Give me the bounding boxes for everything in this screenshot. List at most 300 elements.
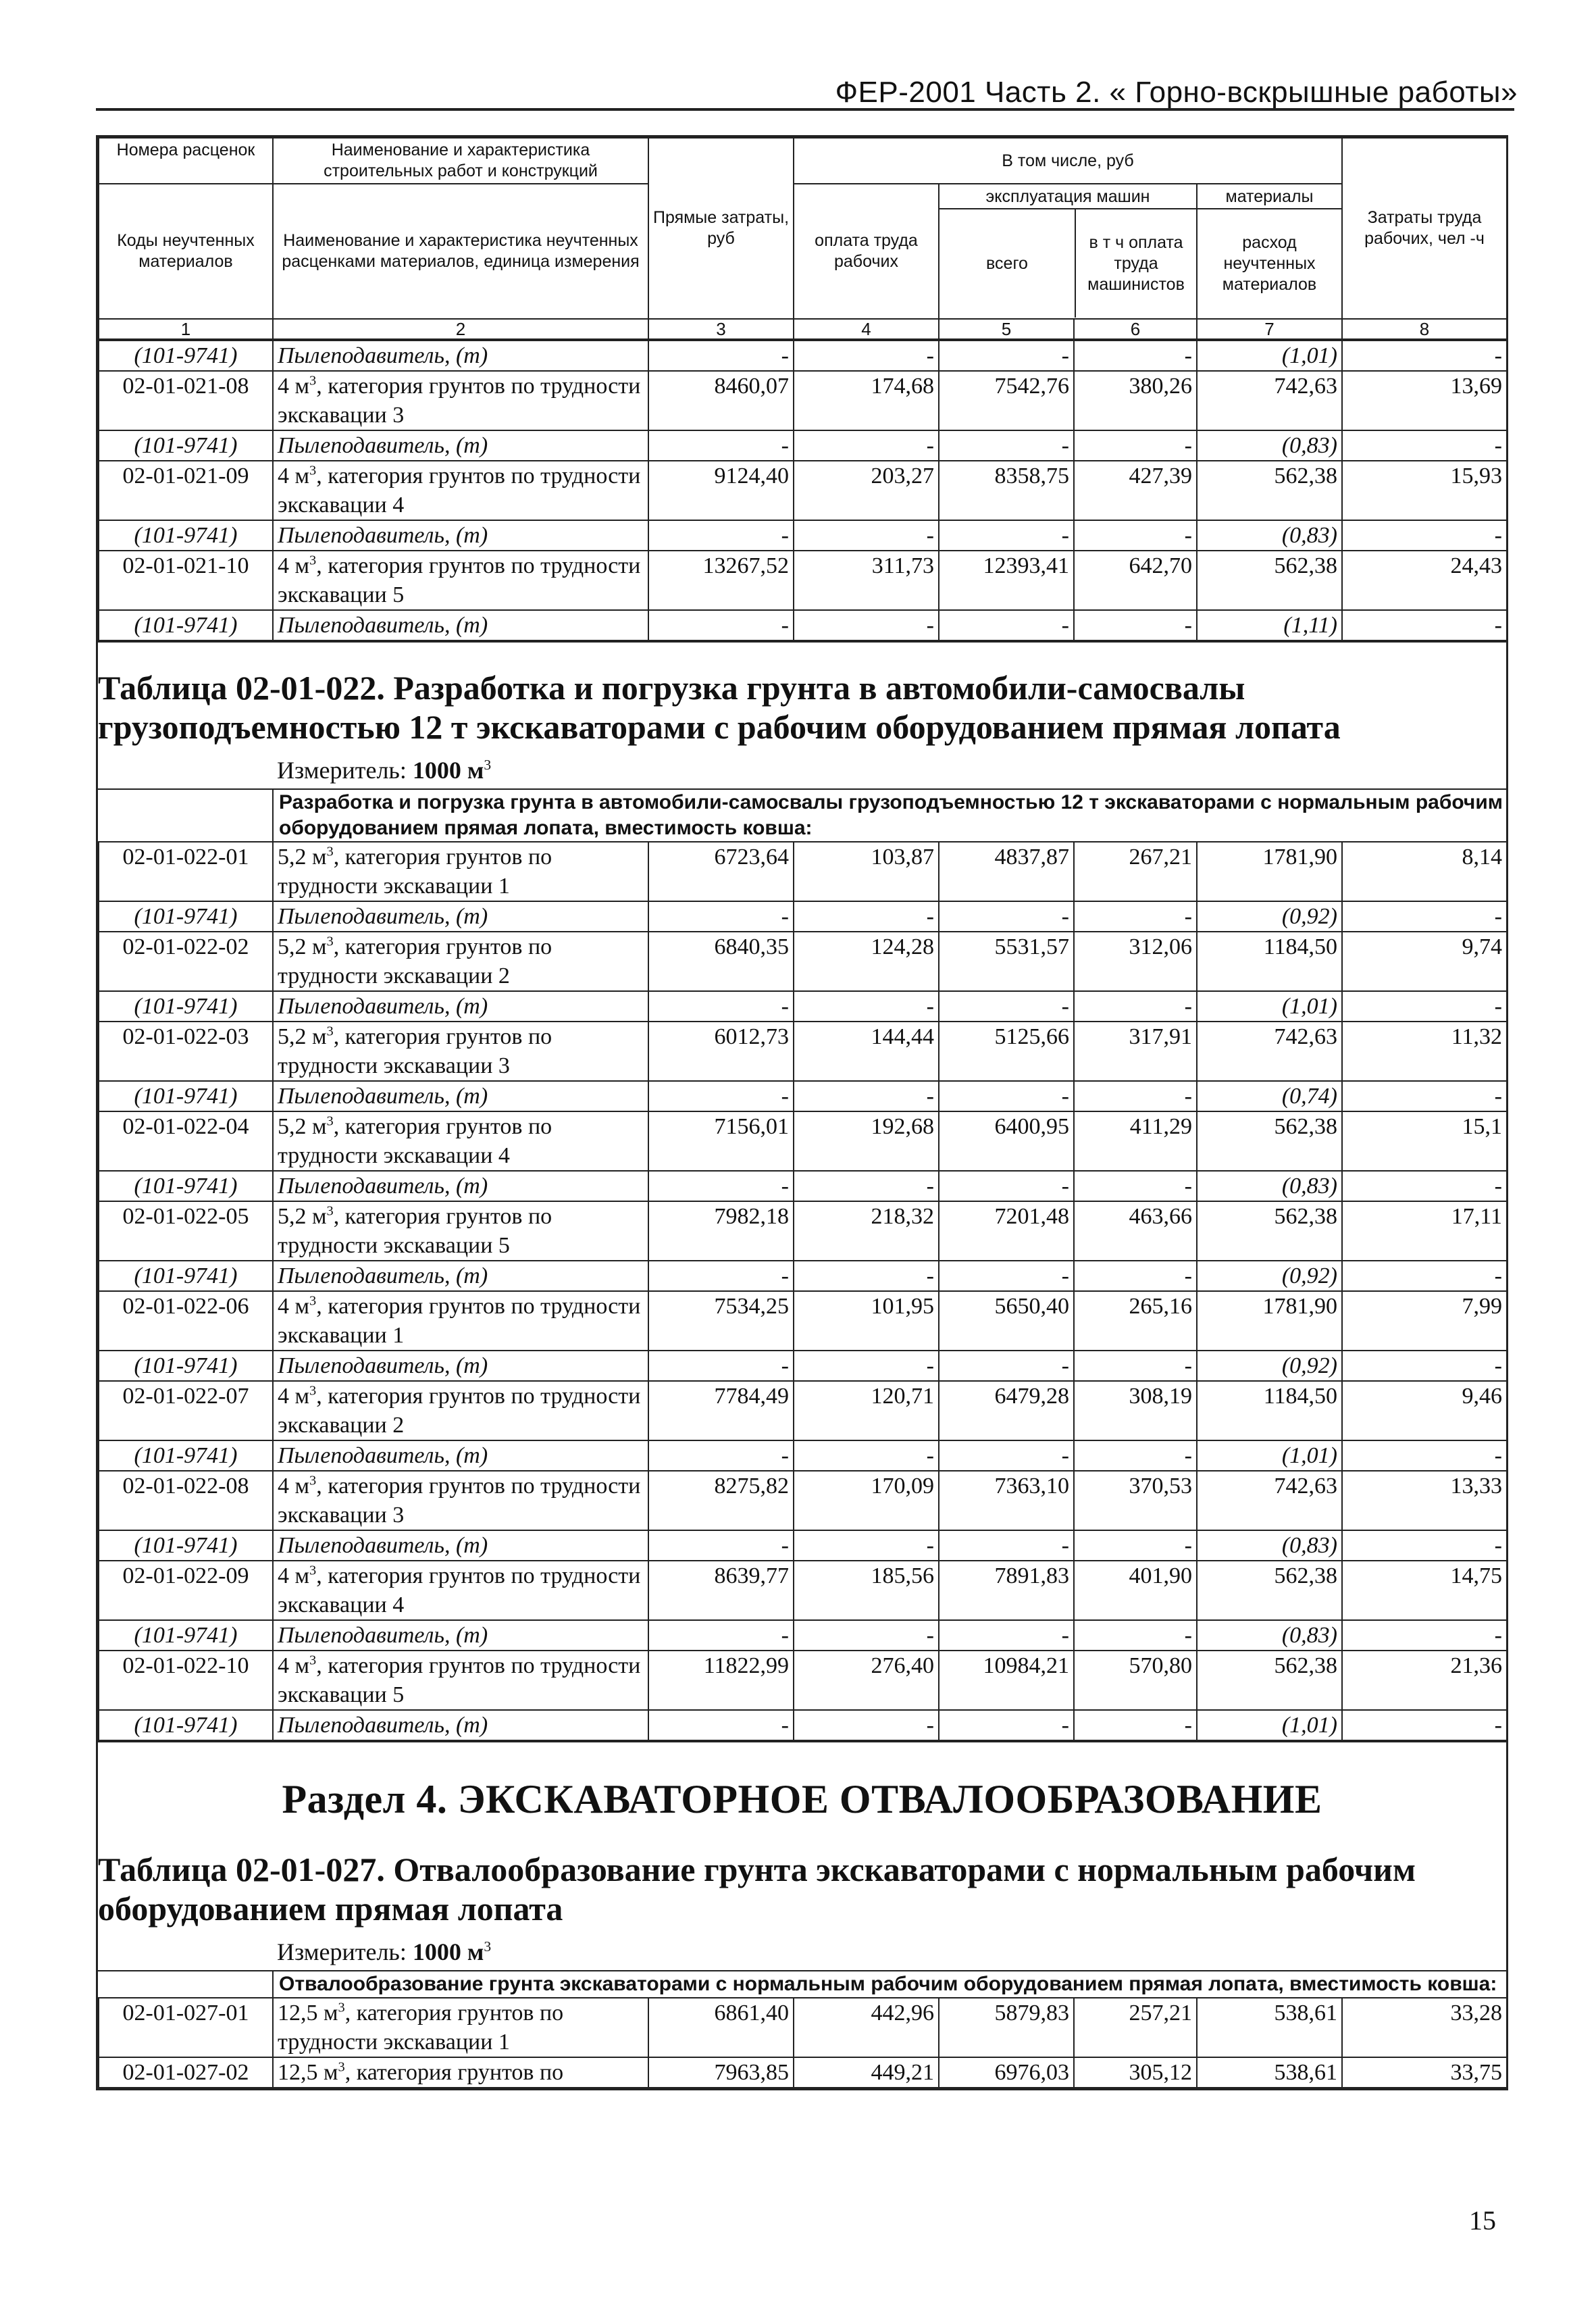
rate-row <box>99 371 1507 430</box>
machine-total: - <box>939 1530 1074 1561</box>
labor-pay: - <box>794 1620 939 1651</box>
soil-category: , категория грунтов по трудности экскавации 3 <box>278 1024 552 1078</box>
direct-costs: 9124,40 <box>648 461 794 520</box>
materials-cost: 562,38 <box>1197 1111 1342 1171</box>
machine-total: - <box>939 520 1074 551</box>
labor-hours: - <box>1342 1081 1507 1111</box>
labor-pay: - <box>794 520 939 551</box>
measure-value: 1000 м <box>412 757 484 784</box>
direct-costs: - <box>648 1351 794 1381</box>
rate-row <box>99 1201 1507 1261</box>
bucket-volume: 4 м <box>278 374 310 399</box>
machine-total: - <box>939 610 1074 640</box>
machine-total: - <box>939 1261 1074 1291</box>
table-022-rows <box>98 841 1508 1741</box>
rate-row <box>99 461 1507 520</box>
bucket-volume: 5,2 м <box>278 934 327 959</box>
page-number: 15 <box>1469 2205 1496 2236</box>
labor-hours: 7,99 <box>1342 1291 1507 1351</box>
material-code: (101-9741) <box>99 1261 273 1291</box>
machine-total: - <box>939 1620 1074 1651</box>
rate-row <box>99 842 1507 901</box>
labor-pay: 174,68 <box>794 371 939 430</box>
rate-row <box>99 1561 1507 1620</box>
material-row <box>99 991 1507 1022</box>
soil-category: , категория грунтов по трудности экскавации 1 <box>278 845 552 899</box>
section-4-title: Раздел 4. ЭКСКАВАТОРНОЕ ОТВАЛООБРАЗОВАНИЕ <box>282 1777 1322 1821</box>
operators-pay: - <box>1074 610 1197 640</box>
operators-pay: - <box>1074 901 1197 932</box>
labor-hours: 14,75 <box>1342 1561 1507 1620</box>
direct-costs: - <box>648 520 794 551</box>
labor-hours: - <box>1342 1620 1507 1651</box>
machine-total: 5125,66 <box>939 1022 1074 1081</box>
col-num: 1 <box>99 319 273 339</box>
section-4 <box>98 1741 1506 1997</box>
material-row <box>99 430 1507 461</box>
material-code: (101-9741) <box>99 1171 273 1201</box>
material-code: (101-9741) <box>99 991 273 1022</box>
rate-row <box>99 1291 1507 1351</box>
rate-code: 02-01-022-05 <box>99 1201 273 1261</box>
table-022-title: Разработка и погрузка грунта в автомобили-самосвалы грузоподъемностью 12 т экскаваторами с рабочим оборудованием прямая лопата <box>98 669 1341 746</box>
col-material-use: расход неучтенных материалов <box>1222 232 1317 294</box>
direct-costs: - <box>648 1081 794 1111</box>
materials-cost: 538,61 <box>1197 2057 1342 2088</box>
materials-cost: 562,38 <box>1197 1561 1342 1620</box>
labor-hours: - <box>1342 610 1507 640</box>
machine-total: 7201,48 <box>939 1201 1074 1261</box>
operators-pay: 267,21 <box>1074 842 1197 901</box>
work-description: 5,2 $м^3$, категория грунтов по трудности экскавации 5 <box>273 1201 648 1261</box>
material-row <box>99 1530 1507 1561</box>
soil-category: , категория грунтов по трудности экскавации 4 <box>278 1114 552 1168</box>
labor-hours: 9,74 <box>1342 932 1507 991</box>
table-027-group-text: Отвалообразование грунта экскаваторами с нормальным рабочим оборудованием прямая лопата, вместимость ковша: <box>272 1971 1506 1997</box>
machine-total: 7363,10 <box>939 1471 1074 1530</box>
material-code: (101-9741) <box>99 610 273 640</box>
material-code: (101-9741) <box>99 1530 273 1561</box>
materials-cost: 562,38 <box>1197 551 1342 610</box>
materials-cost: 1184,50 <box>1197 1381 1342 1440</box>
table-027-title-block <box>98 1850 1506 1928</box>
direct-costs: - <box>648 991 794 1022</box>
labor-pay: 449,21 <box>794 2057 939 2088</box>
rate-code: 02-01-022-08 <box>99 1471 273 1530</box>
direct-costs: - <box>648 1261 794 1291</box>
col-incl-operators: в т ч оплата труда машинистов <box>1087 232 1185 294</box>
column-header <box>98 137 1508 340</box>
labor-hours: 21,36 <box>1342 1651 1507 1710</box>
rate-code: 02-01-022-06 <box>99 1291 273 1351</box>
rate-code: 02-01-022-01 <box>99 842 273 901</box>
table-021-rows <box>98 340 1508 641</box>
material-code: (101-9741) <box>99 1710 273 1740</box>
operators-pay: 312,06 <box>1074 932 1197 991</box>
operators-pay: 305,12 <box>1074 2057 1197 2088</box>
col-num: 7 <box>1197 319 1342 339</box>
labor-pay: 170,09 <box>794 1471 939 1530</box>
col-num: 2 <box>273 319 648 339</box>
direct-costs: - <box>648 341 794 371</box>
operators-pay: 308,19 <box>1074 1381 1197 1440</box>
labor-pay: - <box>794 1261 939 1291</box>
machine-total: 5650,40 <box>939 1291 1074 1351</box>
rate-row <box>99 551 1507 610</box>
material-name: Пылеподавитель, (т) <box>273 341 648 371</box>
rate-row <box>99 1471 1507 1530</box>
direct-costs: 6840,35 <box>648 932 794 991</box>
machine-total: 8358,75 <box>939 461 1074 520</box>
bucket-volume: 4 м <box>278 463 310 488</box>
materials-cost: 1781,90 <box>1197 842 1342 901</box>
direct-costs: 7982,18 <box>648 1201 794 1261</box>
rate-code: 02-01-021-08 <box>99 371 273 430</box>
table-027-group <box>98 1970 1506 1997</box>
rate-code: 02-01-022-02 <box>99 932 273 991</box>
materials-cost: 562,38 <box>1197 461 1342 520</box>
bucket-volume: 12,5 м <box>278 2060 338 2085</box>
labor-pay: - <box>794 1351 939 1381</box>
soil-category: , категория грунтов по <box>344 2060 564 2085</box>
table-022-title-block <box>98 643 1506 747</box>
work-description: 4 $м^3$, категория грунтов по трудности экскавации 2 <box>273 1381 648 1440</box>
labor-pay: 218,32 <box>794 1201 939 1261</box>
col-num: 5 <box>939 319 1074 339</box>
rate-code: 02-01-022-07 <box>99 1381 273 1440</box>
labor-hours: 13,33 <box>1342 1471 1507 1530</box>
material-code: (101-9741) <box>99 1081 273 1111</box>
rate-row <box>99 1651 1507 1710</box>
direct-costs: 6012,73 <box>648 1022 794 1081</box>
labor-hours: - <box>1342 430 1507 461</box>
material-row <box>99 341 1507 371</box>
bucket-volume: 5,2 м <box>278 845 327 870</box>
table-022-label: Таблица 02-01-022. <box>98 669 385 707</box>
operators-pay: 463,66 <box>1074 1201 1197 1261</box>
labor-pay: - <box>794 341 939 371</box>
material-name: Пылеподавитель, (т) <box>273 1351 648 1381</box>
header-rule <box>96 108 1514 111</box>
rate-row <box>99 1022 1507 1081</box>
operators-pay: 570,80 <box>1074 1651 1197 1710</box>
material-row <box>99 1081 1507 1111</box>
labor-pay: - <box>794 1440 939 1471</box>
operators-pay: - <box>1074 1710 1197 1740</box>
operators-pay: - <box>1074 1171 1197 1201</box>
direct-costs: 8639,77 <box>648 1561 794 1620</box>
bucket-volume: 4 м <box>278 553 310 578</box>
work-description: 4 $м^3$, категория грунтов по трудности экскавации 3 <box>273 371 648 430</box>
soil-category: , категория грунтов по трудности экскавации 5 <box>278 553 641 607</box>
machine-total: 10984,21 <box>939 1651 1074 1710</box>
operators-pay: - <box>1074 1261 1197 1291</box>
labor-pay: - <box>794 1530 939 1561</box>
work-description: 4 $м^3$, категория грунтов по трудности экскавации 5 <box>273 551 648 610</box>
materials-cost: 562,38 <box>1197 1201 1342 1261</box>
col-including: В том числе, руб <box>794 138 1342 184</box>
materials-cost: 1781,90 <box>1197 1291 1342 1351</box>
material-code: (101-9741) <box>99 901 273 932</box>
col-num: 8 <box>1342 319 1507 339</box>
labor-pay: 203,27 <box>794 461 939 520</box>
direct-costs: 7784,49 <box>648 1381 794 1440</box>
operators-pay: - <box>1074 341 1197 371</box>
materials-cost: (0,83) <box>1197 1530 1342 1561</box>
rate-code: 02-01-022-10 <box>99 1651 273 1710</box>
material-row <box>99 1351 1507 1381</box>
labor-hours: - <box>1342 520 1507 551</box>
labor-pay: - <box>794 901 939 932</box>
labor-pay: 101,95 <box>794 1291 939 1351</box>
col-direct-costs: Прямые затраты, руб <box>648 138 794 319</box>
labor-pay: 442,96 <box>794 1998 939 2057</box>
rate-code: 02-01-021-10 <box>99 551 273 610</box>
machine-total: 5531,57 <box>939 932 1074 991</box>
machine-total: - <box>939 1081 1074 1111</box>
work-description: 4 $м^3$, категория грунтов по трудности экскавации 3 <box>273 1471 648 1530</box>
material-row <box>99 1620 1507 1651</box>
operators-pay: - <box>1074 1620 1197 1651</box>
rate-row <box>99 1111 1507 1171</box>
labor-hours: 11,32 <box>1342 1022 1507 1081</box>
direct-costs: 6861,40 <box>648 1998 794 2057</box>
materials-cost: (0,83) <box>1197 1620 1342 1651</box>
material-name: Пылеподавитель, (т) <box>273 901 648 932</box>
direct-costs: 7534,25 <box>648 1291 794 1351</box>
operators-pay: 642,70 <box>1074 551 1197 610</box>
machine-total: - <box>939 901 1074 932</box>
direct-costs: - <box>648 610 794 640</box>
material-code: (101-9741) <box>99 430 273 461</box>
labor-pay: 185,56 <box>794 1561 939 1620</box>
machine-total: 6976,03 <box>939 2057 1074 2088</box>
materials-cost: (0,92) <box>1197 1261 1342 1291</box>
bucket-volume: 4 м <box>278 1294 310 1319</box>
material-code: (101-9741) <box>99 1620 273 1651</box>
measure-label: Измеритель: <box>277 757 407 784</box>
materials-cost: (1,01) <box>1197 991 1342 1022</box>
material-name: Пылеподавитель, (т) <box>273 430 648 461</box>
direct-costs: - <box>648 1710 794 1740</box>
soil-category: , категория грунтов по трудности экскавации 2 <box>278 1384 641 1438</box>
table-022-group-text: Разработка и погрузка грунта в автомобили-самосвалы грузоподъемностью 12 т экскаваторами с нормальным рабочим оборудованием прямая лопата, вместимость ковша: <box>272 790 1506 841</box>
table-022-header <box>98 641 1506 841</box>
direct-costs: - <box>648 1171 794 1201</box>
bucket-volume: 5,2 м <box>278 1114 327 1139</box>
bucket-volume: 5,2 м <box>278 1024 327 1049</box>
operators-pay: - <box>1074 520 1197 551</box>
table-022-group <box>98 788 1506 841</box>
labor-pay: - <box>794 1081 939 1111</box>
labor-pay: 144,44 <box>794 1022 939 1081</box>
operators-pay: - <box>1074 1081 1197 1111</box>
material-row <box>99 1171 1507 1201</box>
direct-costs: 6723,64 <box>648 842 794 901</box>
materials-cost: (1,11) <box>1197 610 1342 640</box>
material-name: Пылеподавитель, (т) <box>273 1261 648 1291</box>
material-name: Пылеподавитель, (т) <box>273 610 648 640</box>
direct-costs: 8460,07 <box>648 371 794 430</box>
direct-costs: - <box>648 1530 794 1561</box>
labor-pay: 103,87 <box>794 842 939 901</box>
operators-pay: - <box>1074 1440 1197 1471</box>
table-027-label: Таблица 02-01-027. <box>98 1851 385 1888</box>
labor-pay: - <box>794 1171 939 1201</box>
work-description: 5,2 $м^3$, категория грунтов по трудности экскавации 4 <box>273 1111 648 1171</box>
operators-pay: 370,53 <box>1074 1471 1197 1530</box>
labor-hours: 9,46 <box>1342 1381 1507 1440</box>
work-description: 4 $м^3$, категория грунтов по трудности экскавации 1 <box>273 1291 648 1351</box>
work-description: 4 $м^3$, категория грунтов по трудности экскавации 5 <box>273 1651 648 1710</box>
work-description: 4 $м^3$, категория грунтов по трудности экскавации 4 <box>273 461 648 520</box>
labor-pay: - <box>794 991 939 1022</box>
rate-row <box>99 2057 1507 2088</box>
labor-hours: 13,69 <box>1342 371 1507 430</box>
machine-total: 6400,95 <box>939 1111 1074 1171</box>
machine-total: - <box>939 1440 1074 1471</box>
operators-pay: 265,16 <box>1074 1291 1197 1351</box>
col-material-codes: Коды неучтенных материалов <box>99 184 273 319</box>
bucket-volume: 4 м <box>278 1653 310 1678</box>
materials-cost: 742,63 <box>1197 371 1342 430</box>
materials-cost: 1184,50 <box>1197 932 1342 991</box>
materials-cost: (1,01) <box>1197 1440 1342 1471</box>
soil-category: , категория грунтов по трудности экскавации 5 <box>278 1204 552 1258</box>
direct-costs: - <box>648 1620 794 1651</box>
labor-hours: - <box>1342 901 1507 932</box>
material-row <box>99 520 1507 551</box>
operators-pay: 317,91 <box>1074 1022 1197 1081</box>
bucket-volume: 5,2 м <box>278 1204 327 1229</box>
materials-cost: (1,01) <box>1197 1710 1342 1740</box>
soil-category: , категория грунтов по трудности экскавации 5 <box>278 1653 641 1707</box>
col-num: 6 <box>1074 319 1197 339</box>
labor-pay: - <box>794 430 939 461</box>
table-027-rows <box>98 1997 1508 2088</box>
operators-pay: - <box>1074 991 1197 1022</box>
materials-cost: (0,83) <box>1197 1171 1342 1201</box>
direct-costs: 7156,01 <box>648 1111 794 1171</box>
rate-code: 02-01-022-03 <box>99 1022 273 1081</box>
work-description: 4 $м^3$, категория грунтов по трудности экскавации 4 <box>273 1561 648 1620</box>
col-materials: материалы <box>1198 185 1341 209</box>
rate-code: 02-01-022-04 <box>99 1111 273 1171</box>
material-name: Пылеподавитель, (т) <box>273 1171 648 1201</box>
bucket-volume: 4 м <box>278 1563 310 1588</box>
machine-total: - <box>939 341 1074 371</box>
labor-hours: 15,93 <box>1342 461 1507 520</box>
direct-costs: 7963,85 <box>648 2057 794 2088</box>
work-description: 12,5 $м^3$, категория грунтов по <box>273 2057 648 2088</box>
col-machine-op: эксплуатация машин <box>939 185 1196 209</box>
material-name: Пылеподавитель, (т) <box>273 991 648 1022</box>
table-022-measure: Измеритель: 1000 $м^3$ <box>277 757 492 784</box>
labor-hours: - <box>1342 991 1507 1022</box>
rate-code: 02-01-022-09 <box>99 1561 273 1620</box>
col-material-names: Наименование и характеристика неучтенных расценками материалов, единица измерения <box>273 184 648 319</box>
labor-hours: 17,11 <box>1342 1201 1507 1261</box>
soil-category: , категория грунтов по трудности экскавации 1 <box>278 2001 564 2055</box>
rate-code: 02-01-027-01 <box>99 1998 273 2057</box>
machine-total: 4837,87 <box>939 842 1074 901</box>
labor-hours: - <box>1342 1440 1507 1471</box>
soil-category: , категория грунтов по трудности экскавации 3 <box>278 1474 641 1528</box>
material-row <box>99 610 1507 640</box>
col-num: 3 <box>648 319 794 339</box>
soil-category: , категория грунтов по трудности экскавации 2 <box>278 934 552 988</box>
direct-costs: - <box>648 901 794 932</box>
materials-cost: (0,74) <box>1197 1081 1342 1111</box>
materials-cost: 562,38 <box>1197 1651 1342 1710</box>
labor-pay: 192,68 <box>794 1111 939 1171</box>
material-row <box>99 1261 1507 1291</box>
labor-pay: 276,40 <box>794 1651 939 1710</box>
labor-hours: 8,14 <box>1342 842 1507 901</box>
labor-pay: - <box>794 610 939 640</box>
soil-category: , категория грунтов по трудности экскавации 4 <box>278 463 641 518</box>
material-code: (101-9741) <box>99 341 273 371</box>
rate-code: 02-01-027-02 <box>99 2057 273 2088</box>
rate-row <box>99 1998 1507 2057</box>
direct-costs: 13267,52 <box>648 551 794 610</box>
machine-total: 6479,28 <box>939 1381 1074 1440</box>
labor-pay: 311,73 <box>794 551 939 610</box>
material-name: Пылеподавитель, (т) <box>273 1710 648 1740</box>
materials-cost: 538,61 <box>1197 1998 1342 2057</box>
bucket-volume: 4 м <box>278 1474 310 1499</box>
rate-row <box>99 1381 1507 1440</box>
machine-total: 5879,83 <box>939 1998 1074 2057</box>
labor-hours: - <box>1342 1530 1507 1561</box>
measure-value: 1000 м <box>412 1938 484 1965</box>
col-rate-number: Номера расценок <box>99 138 273 184</box>
rates-table-frame <box>96 135 1508 2090</box>
col-labor-costs: Затраты труда рабочих, чел -ч <box>1342 138 1507 319</box>
operators-pay: 427,39 <box>1074 461 1197 520</box>
material-row <box>99 901 1507 932</box>
bucket-volume: 12,5 м <box>278 2001 338 2026</box>
direct-costs: 11822,99 <box>648 1651 794 1710</box>
col-labor-pay: оплата труда рабочих <box>794 184 939 319</box>
operators-pay: 380,26 <box>1074 371 1197 430</box>
direct-costs: - <box>648 1440 794 1471</box>
material-name: Пылеподавитель, (т) <box>273 1081 648 1111</box>
machine-total: 7542,76 <box>939 371 1074 430</box>
material-name: Пылеподавитель, (т) <box>273 520 648 551</box>
labor-hours: 15,1 <box>1342 1111 1507 1171</box>
labor-pay: - <box>794 1710 939 1740</box>
labor-hours: - <box>1342 1351 1507 1381</box>
labor-hours: 33,28 <box>1342 1998 1507 2057</box>
material-row <box>99 1710 1507 1740</box>
labor-hours: 33,75 <box>1342 2057 1507 2088</box>
table-027-title: Отвалообразование грунта экскаваторами с нормальным рабочим оборудованием прямая лопата <box>98 1851 1416 1928</box>
machine-total: - <box>939 991 1074 1022</box>
labor-hours: - <box>1342 1171 1507 1201</box>
machine-total: - <box>939 1710 1074 1740</box>
labor-hours: 24,43 <box>1342 551 1507 610</box>
col-work-name: Наименование и характеристика строительных работ и конструкций <box>273 138 648 184</box>
labor-hours: - <box>1342 1261 1507 1291</box>
labor-hours: - <box>1342 1710 1507 1740</box>
material-name: Пылеподавитель, (т) <box>273 1620 648 1651</box>
work-description: 5,2 $м^3$, категория грунтов по трудности экскавации 2 <box>273 932 648 991</box>
materials-cost: 742,63 <box>1197 1471 1342 1530</box>
material-code: (101-9741) <box>99 1440 273 1471</box>
col-machine-total: всего <box>939 209 1076 318</box>
materials-cost: (0,83) <box>1197 520 1342 551</box>
